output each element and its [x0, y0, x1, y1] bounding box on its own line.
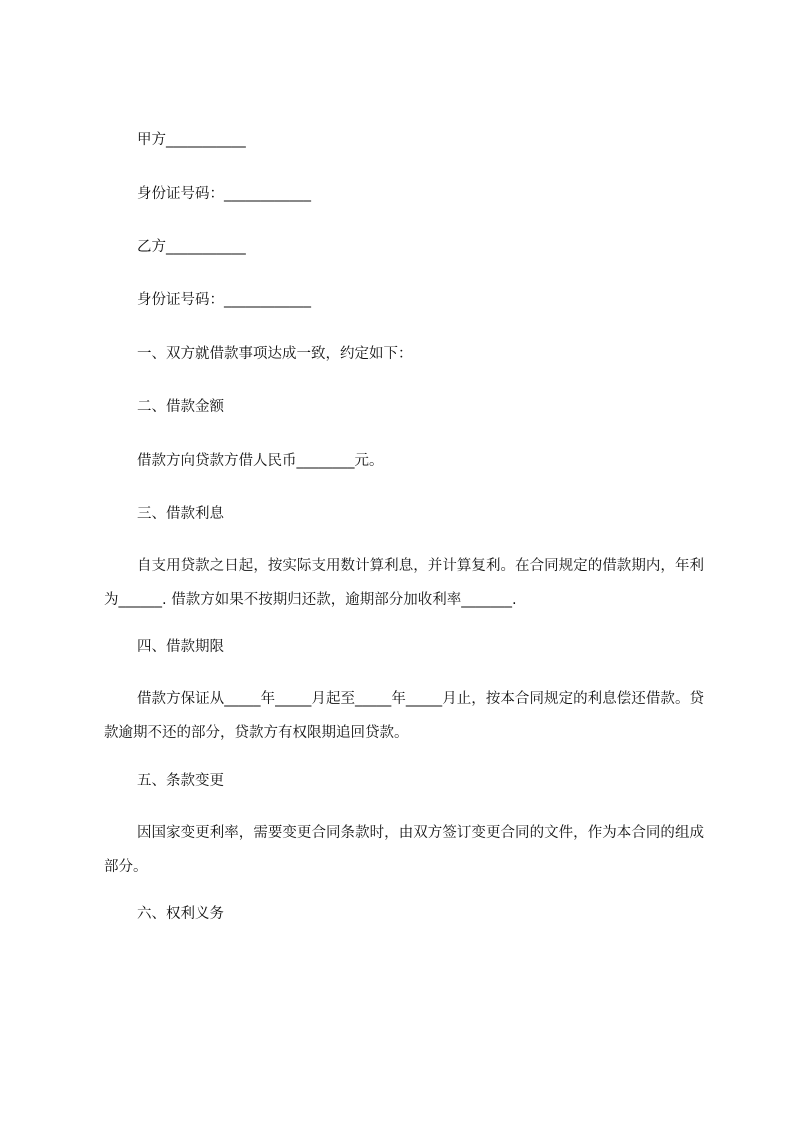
- party-b-line: 乙方___________: [137, 239, 246, 255]
- section-3-text: 自支用贷款之日起，按实际支用数计算利息，并计算复利。在合同规定的借款期内，年利为______. 借款方如果不按期归还款，逾期部分加收利率_______.: [104, 558, 704, 608]
- section-2-text: 借款方向贷款方借人民币________元。: [137, 453, 384, 469]
- party-a-id-line: 身份证号码：____________: [137, 186, 311, 202]
- section-6-heading: 六、权利义务: [137, 906, 224, 922]
- party-a-line: 甲方___________: [137, 132, 246, 148]
- section-1-text: 一、双方就借款事项达成一致，约定如下：: [137, 346, 413, 362]
- section-5-heading: 五、条款变更: [137, 773, 224, 789]
- section-4-text: 借款方保证从_____年_____月起至_____年_____月止，按本合同规定的利息偿还借款。贷款逾期不还的部分，贷款方有权限期追回贷款。: [104, 691, 704, 741]
- section-3-heading: 三、借款利息: [137, 506, 224, 522]
- party-b-id-line: 身份证号码：____________: [137, 292, 311, 308]
- section-2-heading: 二、借款金额: [137, 399, 224, 415]
- section-5-text: 因国家变更利率，需要变更合同条款时，由双方签订变更合同的文件，作为本合同的组成部分。: [104, 825, 704, 875]
- section-4-heading: 四、借款期限: [137, 639, 224, 655]
